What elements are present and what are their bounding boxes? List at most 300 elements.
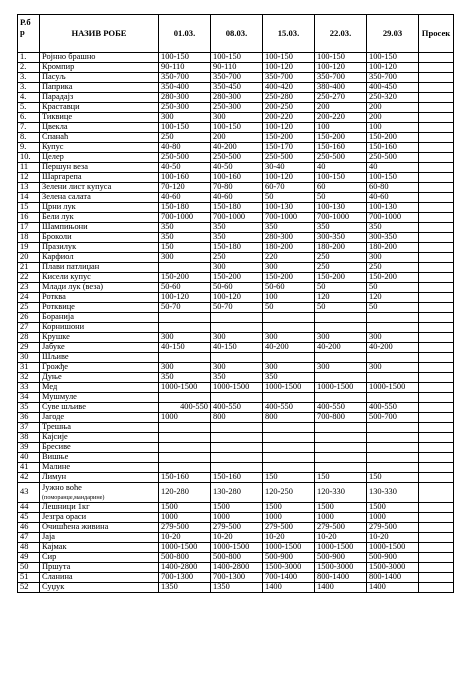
price-cell-date-5: 1000-1500 [367, 543, 419, 553]
average-cell [419, 443, 454, 453]
price-cell-date-4 [315, 453, 367, 463]
price-cell-date-3: 120-250 [263, 483, 315, 503]
table-row [18, 373, 454, 383]
price-cell-date-5: 150-200 [367, 273, 419, 283]
average-cell [419, 323, 454, 333]
product-name: Плави патлиџан [40, 263, 159, 273]
table-row [18, 123, 454, 133]
row-number: 21 [18, 263, 40, 273]
price-cell-date-4: 100-120 [315, 63, 367, 73]
row-number: 18 [18, 233, 40, 243]
price-cell-date-5: 150-160 [367, 143, 419, 153]
table-row [18, 483, 454, 503]
table-row [18, 363, 454, 373]
product-name: Сир [40, 553, 159, 563]
product-name: Боранија [40, 313, 159, 323]
product-name: Целер [40, 153, 159, 163]
price-cell-date-3: 1000-1500 [263, 383, 315, 393]
price-cell-date-4: 100 [315, 123, 367, 133]
price-cell-date-4: 300-350 [315, 233, 367, 243]
price-cell-date-2: 300 [211, 263, 263, 273]
price-cell-date-1: 150-200 [159, 273, 211, 283]
price-cell-date-5: 300-350 [367, 233, 419, 243]
price-cell-date-4: 200 [315, 103, 367, 113]
product-name: Грожђе [40, 363, 159, 373]
price-cell-date-3: 1500 [263, 503, 315, 513]
row-number: 13 [18, 183, 40, 193]
price-cell-date-3 [263, 433, 315, 443]
price-cell-date-1: 250-500 [159, 153, 211, 163]
price-cell-date-5: 250 [367, 263, 419, 273]
product-name: Кајсије [40, 433, 159, 443]
row-number: 26 [18, 313, 40, 323]
price-cell-date-2: 350-450 [211, 83, 263, 93]
price-cell-date-2: 350 [211, 223, 263, 233]
price-cell-date-2: 350 [211, 373, 263, 383]
table-row [18, 443, 454, 453]
table-row [18, 113, 454, 123]
table-row [18, 513, 454, 523]
row-number: 8. [18, 133, 40, 143]
price-cell-date-2: 1000-1500 [211, 383, 263, 393]
price-cell-date-4: 150 [315, 473, 367, 483]
product-name-text: Јужно воће [42, 483, 82, 493]
price-cell-date-3 [263, 393, 315, 403]
average-cell [419, 103, 454, 113]
average-cell [419, 83, 454, 93]
price-cell-date-2: 1400-2800 [211, 563, 263, 573]
price-cell-date-3: 40-200 [263, 343, 315, 353]
price-cell-date-2: 400-550 [211, 403, 263, 413]
price-cell-date-5: 500-700 [367, 413, 419, 423]
price-cell-date-4: 250-270 [315, 93, 367, 103]
product-name: Мед [40, 383, 159, 393]
price-cell-date-5: 1000-1500 [367, 383, 419, 393]
price-cell-date-5 [367, 433, 419, 443]
row-number: 37 [18, 423, 40, 433]
product-name: Ројнно брашно [40, 53, 159, 63]
price-cell-date-2: 280-300 [211, 93, 263, 103]
product-name: Млади лук (веза) [40, 283, 159, 293]
price-cell-date-5: 800-1400 [367, 573, 419, 583]
price-cell-date-4: 250 [315, 253, 367, 263]
table-row [18, 63, 454, 73]
price-cell-date-5 [367, 443, 419, 453]
price-cell-date-1: 1350 [159, 583, 211, 593]
price-cell-date-5: 10-20 [367, 533, 419, 543]
price-cell-date-2: 300 [211, 363, 263, 373]
table-row [18, 353, 454, 363]
price-cell-date-5 [367, 313, 419, 323]
price-cell-date-2: 40-150 [211, 343, 263, 353]
price-cell-date-4: 1000-1500 [315, 383, 367, 393]
product-name: Бресиве [40, 443, 159, 453]
price-cell-date-5 [367, 423, 419, 433]
price-cell-date-3: 100-120 [263, 63, 315, 73]
price-cell-date-4: 50 [315, 193, 367, 203]
table-row [18, 333, 454, 343]
average-cell [419, 403, 454, 413]
row-number: 29 [18, 343, 40, 353]
table-row [18, 203, 454, 213]
price-cell-date-5: 100-150 [367, 173, 419, 183]
price-cell-date-2: 70-80 [211, 183, 263, 193]
row-number: 47 [18, 533, 40, 543]
price-cell-date-3 [263, 443, 315, 453]
price-cell-date-4: 700-800 [315, 413, 367, 423]
price-cell-date-4 [315, 353, 367, 363]
price-cell-date-4: 350-700 [315, 73, 367, 83]
price-cell-date-3: 150-200 [263, 273, 315, 283]
row-number: 3. [18, 83, 40, 93]
product-name: Краставци [40, 103, 159, 113]
row-number: 35 [18, 403, 40, 413]
average-cell [419, 73, 454, 83]
price-cell-date-5: 100-120 [367, 63, 419, 73]
price-cell-date-1: 40-60 [159, 193, 211, 203]
price-cell-date-2: 250-500 [211, 153, 263, 163]
price-cell-date-1: 50-60 [159, 283, 211, 293]
table-row [18, 183, 454, 193]
product-name: Вишње [40, 453, 159, 463]
price-cell-date-5: 50 [367, 303, 419, 313]
price-cell-date-4: 380-400 [315, 83, 367, 93]
price-cell-date-3: 50 [263, 193, 315, 203]
price-cell-date-2: 500-800 [211, 553, 263, 563]
product-name: Купус [40, 143, 159, 153]
price-cell-date-5 [367, 393, 419, 403]
table-row [18, 153, 454, 163]
row-number: 32 [18, 373, 40, 383]
row-number: 50 [18, 563, 40, 573]
average-cell [419, 143, 454, 153]
price-cell-date-5: 300 [367, 253, 419, 263]
price-cell-date-2 [211, 453, 263, 463]
product-name: Корнишони [40, 323, 159, 333]
price-cell-date-2: 150-180 [211, 203, 263, 213]
average-cell [419, 293, 454, 303]
price-cell-date-2: 279-500 [211, 523, 263, 533]
average-cell [419, 573, 454, 583]
price-cell-date-4 [315, 313, 367, 323]
price-cell-date-3: 150 [263, 473, 315, 483]
product-name: Суве шљиве [40, 403, 159, 413]
header-row-number: Р.б р [18, 15, 40, 53]
price-cell-date-4: 279-500 [315, 523, 367, 533]
table-row [18, 583, 454, 593]
table-row [18, 163, 454, 173]
average-cell [419, 183, 454, 193]
average-cell [419, 473, 454, 483]
price-cell-date-1: 90-110 [159, 63, 211, 73]
product-note: (поморанџе,мандарине) [42, 493, 105, 501]
price-cell-date-1: 300 [159, 333, 211, 343]
price-cell-date-4: 1000 [315, 513, 367, 523]
header-date-4: 22.03. [315, 15, 367, 53]
price-cell-date-5: 1500-3000 [367, 563, 419, 573]
price-cell-date-4: 10-20 [315, 533, 367, 543]
price-cell-date-4: 300 [315, 363, 367, 373]
price-cell-date-4 [315, 443, 367, 453]
average-cell [419, 243, 454, 253]
price-cell-date-2: 250-300 [211, 103, 263, 113]
price-cell-date-1: 280-300 [159, 93, 211, 103]
product-name [40, 483, 159, 503]
price-cell-date-3: 350 [263, 373, 315, 383]
row-number: 1. [18, 53, 40, 63]
product-name: Броколи [40, 233, 159, 243]
price-cell-date-5 [367, 373, 419, 383]
price-cell-date-5: 100-130 [367, 203, 419, 213]
row-number: 33 [18, 383, 40, 393]
price-cell-date-2: 700-1000 [211, 213, 263, 223]
average-cell [419, 163, 454, 173]
price-cell-date-3: 300 [263, 263, 315, 273]
price-cell-date-4: 1400 [315, 583, 367, 593]
header-average: Просек [419, 15, 454, 53]
price-cell-date-1: 100-160 [159, 173, 211, 183]
price-cell-date-1: 100-150 [159, 53, 211, 63]
price-cell-date-2: 800 [211, 413, 263, 423]
average-cell [419, 333, 454, 343]
row-number: 4. [18, 93, 40, 103]
average-cell [419, 223, 454, 233]
row-number: 12 [18, 173, 40, 183]
product-name: Трешња [40, 423, 159, 433]
table-row [18, 463, 454, 473]
price-cell-date-1 [159, 443, 211, 453]
average-cell [419, 463, 454, 473]
price-cell-date-2 [211, 443, 263, 453]
price-cell-date-1: 1500 [159, 503, 211, 513]
price-cell-date-4: 120 [315, 293, 367, 303]
price-cell-date-3 [263, 453, 315, 463]
product-name: Кајмак [40, 543, 159, 553]
table-row [18, 303, 454, 313]
price-cell-date-1: 350 [159, 223, 211, 233]
price-cell-date-1: 1000 [159, 513, 211, 523]
price-cell-date-3: 200-220 [263, 113, 315, 123]
price-cell-date-5: 300 [367, 333, 419, 343]
price-cell-date-3: 400-550 [263, 403, 315, 413]
price-cell-date-1 [159, 423, 211, 433]
price-cell-date-1 [159, 453, 211, 463]
price-cell-date-5: 1000 [367, 513, 419, 523]
price-cell-date-4: 1500-3000 [315, 563, 367, 573]
price-cell-date-3: 200-250 [263, 103, 315, 113]
table-row [18, 93, 454, 103]
price-cell-date-2: 40-200 [211, 143, 263, 153]
row-number: 45 [18, 513, 40, 523]
price-cell-date-3: 1000 [263, 513, 315, 523]
price-cell-date-3: 350-700 [263, 73, 315, 83]
product-name: Шаргарепа [40, 173, 159, 183]
product-name: Очишћена живина [40, 523, 159, 533]
average-cell [419, 173, 454, 183]
price-cell-date-5: 100-150 [367, 53, 419, 63]
table-row [18, 173, 454, 183]
product-name: Тиквице [40, 113, 159, 123]
product-name: Ротква [40, 293, 159, 303]
price-cell-date-1: 150-160 [159, 473, 211, 483]
price-cell-date-2: 100-160 [211, 173, 263, 183]
row-number: 51 [18, 573, 40, 583]
average-cell [419, 373, 454, 383]
table-row [18, 523, 454, 533]
table-row [18, 133, 454, 143]
product-name: Спанаћ [40, 133, 159, 143]
price-cell-date-1: 1000 [159, 413, 211, 423]
price-cell-date-2: 1500 [211, 503, 263, 513]
price-cell-date-2: 50-60 [211, 283, 263, 293]
price-cell-date-5: 180-200 [367, 243, 419, 253]
average-cell [419, 553, 454, 563]
average-cell [419, 263, 454, 273]
table-row [18, 403, 454, 413]
product-name: Зелени лист купуса [40, 183, 159, 193]
row-number: 28 [18, 333, 40, 343]
row-number: 10. [18, 153, 40, 163]
price-cell-date-3: 800 [263, 413, 315, 423]
average-cell [419, 383, 454, 393]
price-cell-date-4: 150-200 [315, 273, 367, 283]
price-cell-date-4: 350 [315, 223, 367, 233]
price-cell-date-3: 400-420 [263, 83, 315, 93]
price-cell-date-5: 120 [367, 293, 419, 303]
average-cell [419, 353, 454, 363]
average-cell [419, 453, 454, 463]
price-cell-date-1: 350 [159, 233, 211, 243]
row-number: 27 [18, 323, 40, 333]
table-row [18, 193, 454, 203]
price-cell-date-5: 1400 [367, 583, 419, 593]
price-cell-date-4: 700-1000 [315, 213, 367, 223]
average-cell [419, 93, 454, 103]
price-cell-date-1 [159, 433, 211, 443]
price-cell-date-5: 300 [367, 363, 419, 373]
price-cell-date-4: 1500 [315, 503, 367, 513]
average-cell [419, 543, 454, 553]
price-cell-date-3: 10-20 [263, 533, 315, 543]
price-cell-date-1: 400-550 [159, 403, 211, 413]
price-cell-date-3: 500-900 [263, 553, 315, 563]
product-name: Кисели купус [40, 273, 159, 283]
price-cell-date-1 [159, 263, 211, 273]
price-cell-date-1: 300 [159, 253, 211, 263]
row-number: 40 [18, 453, 40, 463]
price-cell-date-3: 1500-3000 [263, 563, 315, 573]
row-number: 7. [18, 123, 40, 133]
price-cell-date-2: 1350 [211, 583, 263, 593]
price-cell-date-1: 100-120 [159, 293, 211, 303]
price-cell-date-1: 10-20 [159, 533, 211, 543]
product-name: Празилук [40, 243, 159, 253]
price-cell-date-2: 200 [211, 133, 263, 143]
price-cell-date-3: 300 [263, 333, 315, 343]
price-cell-date-4: 180-200 [315, 243, 367, 253]
price-cell-date-4: 40-200 [315, 343, 367, 353]
row-number: 46 [18, 523, 40, 533]
product-name: Јаја [40, 533, 159, 543]
product-name: Језгра ораси [40, 513, 159, 523]
header-row [18, 15, 454, 53]
table-row [18, 243, 454, 253]
price-cell-date-3 [263, 463, 315, 473]
table-row [18, 103, 454, 113]
row-number: 5. [18, 103, 40, 113]
price-cell-date-2: 90-110 [211, 63, 263, 73]
average-cell [419, 413, 454, 423]
price-cell-date-4: 100-150 [315, 173, 367, 183]
table-row [18, 293, 454, 303]
product-name: Дуње [40, 373, 159, 383]
price-cell-date-4: 200-220 [315, 113, 367, 123]
price-cell-date-3 [263, 423, 315, 433]
price-cell-date-2: 150-200 [211, 273, 263, 283]
price-cell-date-5: 1500 [367, 503, 419, 513]
price-cell-date-3: 100-150 [263, 53, 315, 63]
table-row [18, 453, 454, 463]
price-cell-date-4: 100-130 [315, 203, 367, 213]
average-cell [419, 533, 454, 543]
average-cell [419, 483, 454, 503]
price-cell-date-2: 300 [211, 113, 263, 123]
average-cell [419, 423, 454, 433]
average-cell [419, 393, 454, 403]
price-cell-date-1: 150-180 [159, 203, 211, 213]
price-cell-date-3: 30-40 [263, 163, 315, 173]
table-row [18, 543, 454, 553]
price-cell-date-2: 1000-1500 [211, 543, 263, 553]
table-row [18, 503, 454, 513]
average-cell [419, 153, 454, 163]
table-row [18, 553, 454, 563]
average-cell [419, 113, 454, 123]
price-cell-date-3: 50-60 [263, 283, 315, 293]
row-number: 16 [18, 213, 40, 223]
header-product-name: НАЗИВ РОБЕ [40, 15, 159, 53]
product-name: Јабуке [40, 343, 159, 353]
price-cell-date-1: 700-1300 [159, 573, 211, 583]
product-name: Јагоде [40, 413, 159, 423]
row-number: 19 [18, 243, 40, 253]
price-cell-date-4 [315, 463, 367, 473]
product-name: Мушмуле [40, 393, 159, 403]
average-cell [419, 513, 454, 523]
price-cell-date-2 [211, 423, 263, 433]
price-cell-date-3: 350 [263, 223, 315, 233]
product-name: Бели лук [40, 213, 159, 223]
row-number: 24 [18, 293, 40, 303]
table-row [18, 283, 454, 293]
row-number: 41 [18, 463, 40, 473]
price-cell-date-1: 150 [159, 243, 211, 253]
price-cell-date-1: 40-150 [159, 343, 211, 353]
price-cell-date-4: 250-500 [315, 153, 367, 163]
product-name: Паприка [40, 83, 159, 93]
price-cell-date-1: 350 [159, 373, 211, 383]
row-number: 38 [18, 433, 40, 443]
row-number: 34 [18, 393, 40, 403]
table-row [18, 223, 454, 233]
price-cell-date-1 [159, 463, 211, 473]
row-number: 17 [18, 223, 40, 233]
price-cell-date-3: 220 [263, 253, 315, 263]
price-cell-date-5: 700-1000 [367, 213, 419, 223]
row-number: 11 [18, 163, 40, 173]
price-table [17, 14, 454, 593]
price-cell-date-5: 130-330 [367, 483, 419, 503]
